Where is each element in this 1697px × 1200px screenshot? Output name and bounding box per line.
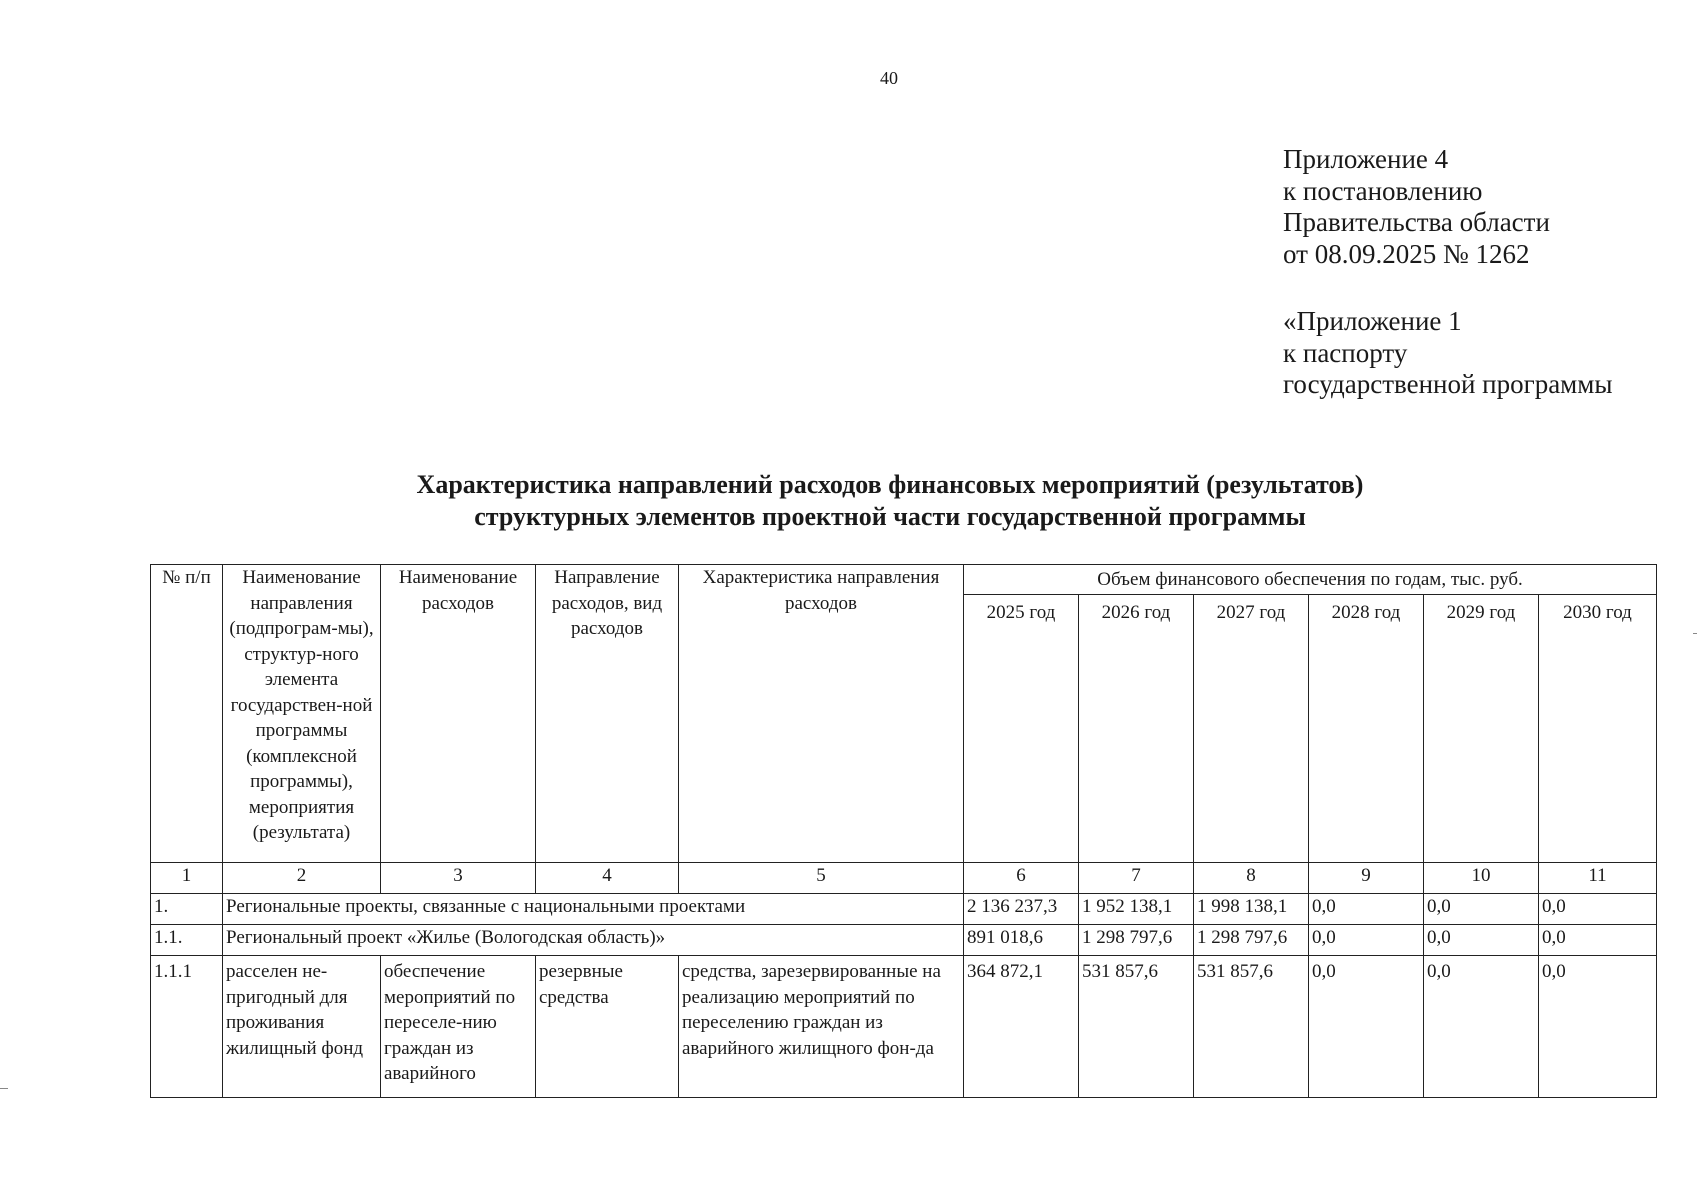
header-funding-group: Объем финансового обеспечения по годам, тыс. руб. [964, 565, 1657, 595]
column-number: 9 [1309, 863, 1424, 894]
appendix-block [1283, 144, 1550, 270]
row-value: 2 136 237,3 [964, 894, 1079, 925]
column-number: 7 [1079, 863, 1194, 894]
column-numbers-row [151, 863, 1657, 894]
column-number: 2 [223, 863, 381, 894]
row-value: 0,0 [1309, 956, 1424, 1098]
header-expense-name: Наименование расходов [381, 565, 536, 863]
row-value: 531 857,6 [1194, 956, 1309, 1098]
row-name: Региональный проект «Жилье (Вологодская область)» [223, 925, 964, 956]
finance-table [150, 564, 1657, 1098]
column-number: 4 [536, 863, 679, 894]
row-characteristic: средства, зарезервированные на реализацию мероприятий по переселению граждан из аварийного жилищного фон-да [679, 956, 964, 1098]
appendix-line: Правительства области [1283, 207, 1550, 237]
header-year: 2029 год [1424, 595, 1539, 863]
document-title-line: структурных элементов проектной части государственной программы [474, 502, 1306, 531]
row-expense: обеспечение мероприятий по переселе-нию граждан из аварийного [381, 956, 536, 1098]
header-direction-name: Наименование направления (подпрограм-мы), структур-ного элемента государствен-ной программы (комплексной программы), мероприятия (результата) [223, 565, 381, 863]
row-value: 0,0 [1424, 956, 1539, 1098]
row-value: 531 857,6 [1079, 956, 1194, 1098]
row-value: 0,0 [1539, 956, 1657, 1098]
row-value: 891 018,6 [964, 925, 1079, 956]
appendix-line: от 08.09.2025 № 1262 [1283, 238, 1530, 269]
header-year: 2026 год [1079, 595, 1194, 863]
header-year: 2028 год [1309, 595, 1424, 863]
document-title [300, 469, 1480, 533]
appendix-line: Приложение 4 [1283, 144, 1449, 174]
header-num: № п/п [151, 565, 223, 863]
appendix-ref-line: государственной программы [1283, 369, 1613, 399]
row-value: 1 298 797,6 [1194, 925, 1309, 956]
column-number: 3 [381, 863, 536, 894]
header-year: 2027 год [1194, 595, 1309, 863]
table-row [151, 956, 1657, 1098]
row-value: 0,0 [1424, 894, 1539, 925]
appendix-ref-line: к паспорту [1283, 337, 1408, 368]
header-year: 2025 год [964, 595, 1079, 863]
table-row [151, 894, 1657, 925]
row-value: 1 298 797,6 [1079, 925, 1194, 956]
scan-edge-mark [1693, 633, 1697, 634]
row-value: 0,0 [1424, 925, 1539, 956]
column-number: 5 [679, 863, 964, 894]
row-value: 0,0 [1539, 894, 1657, 925]
row-result: расселен не-пригодный для проживания жилищный фонд [223, 956, 381, 1098]
appendix-ref-line: «Приложение 1 [1283, 306, 1462, 336]
row-direction: резервные средства [536, 956, 679, 1098]
row-value: 1 952 138,1 [1079, 894, 1194, 925]
row-value: 0,0 [1309, 894, 1424, 925]
row-value: 364 872,1 [964, 956, 1079, 1098]
scan-edge-mark [0, 1088, 8, 1089]
appendix-line: к постановлению [1283, 175, 1483, 206]
column-number: 11 [1539, 863, 1657, 894]
column-number: 6 [964, 863, 1079, 894]
header-year: 2030 год [1539, 595, 1657, 863]
page-number: 40 [880, 68, 898, 88]
row-value: 0,0 [1309, 925, 1424, 956]
row-number: 1.1.1 [151, 956, 223, 1098]
appendix-reference-block [1283, 306, 1613, 401]
header-characteristic: Характеристика направления расходов [679, 565, 964, 863]
table-row [151, 925, 1657, 956]
row-name: Региональные проекты, связанные с национальными проектами [223, 894, 964, 925]
row-value: 1 998 138,1 [1194, 894, 1309, 925]
row-number: 1. [151, 894, 223, 925]
column-number: 8 [1194, 863, 1309, 894]
row-value: 0,0 [1539, 925, 1657, 956]
document-title-line: Характеристика направлений расходов финансовых мероприятий (результатов) [416, 470, 1364, 499]
column-number: 10 [1424, 863, 1539, 894]
header-expense-direction: Направление расходов, вид расходов [536, 565, 679, 863]
column-number: 1 [151, 863, 223, 894]
row-number: 1.1. [151, 925, 223, 956]
